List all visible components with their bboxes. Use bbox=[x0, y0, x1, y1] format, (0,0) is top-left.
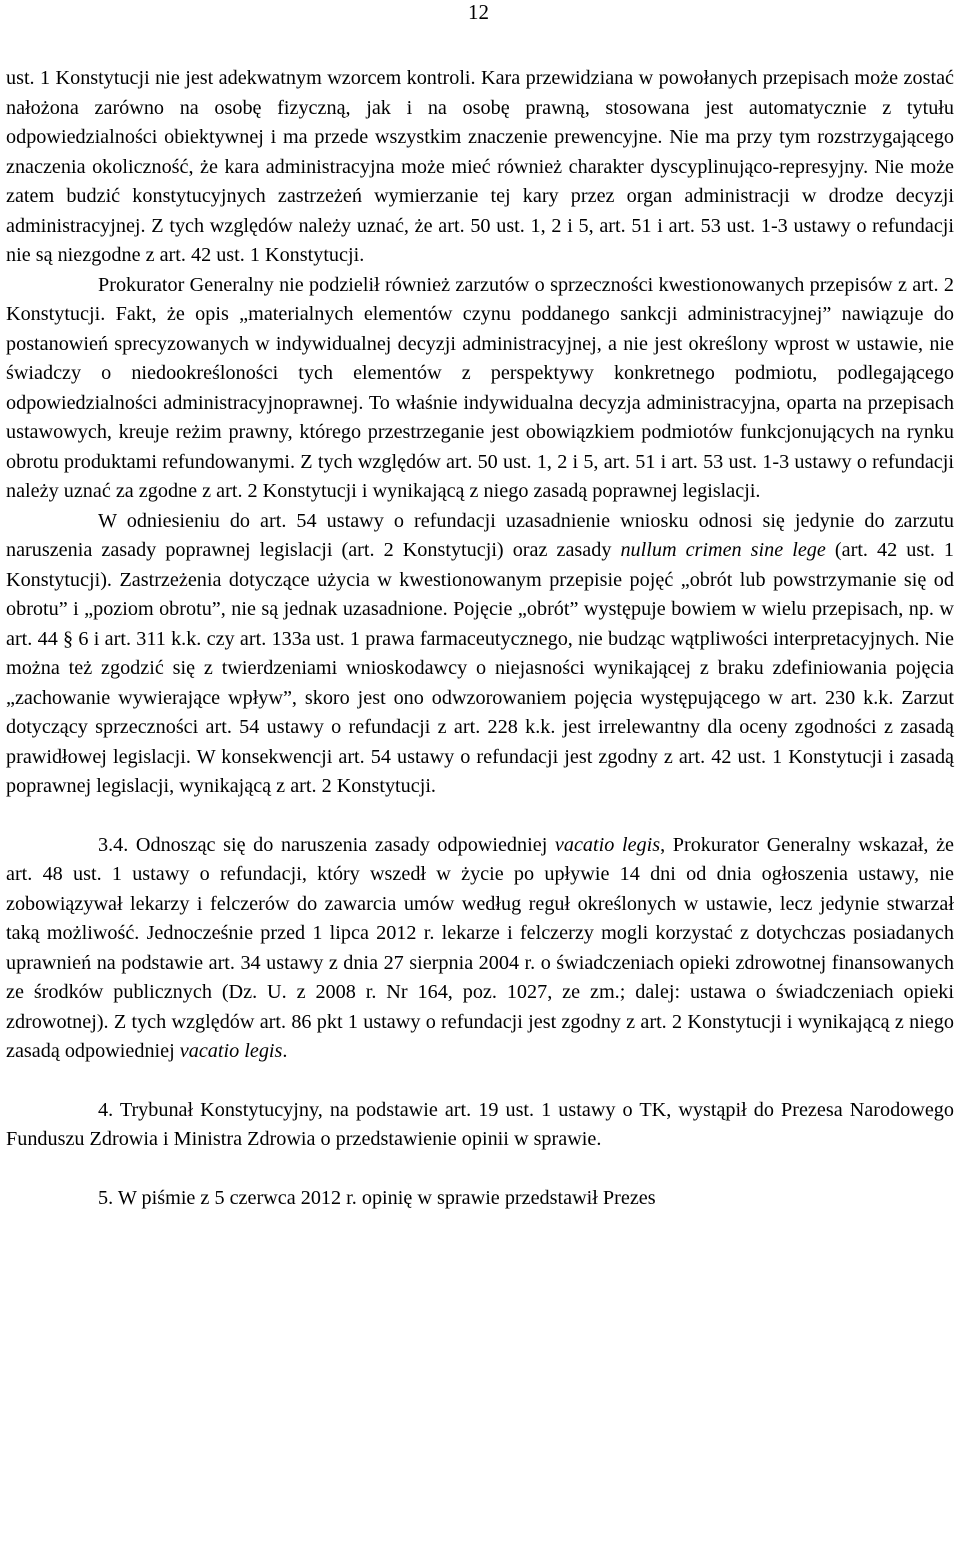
text-run: 5. W piśmie z 5 czerwca 2012 r. opinię w sprawie przedstawił Prezes bbox=[98, 1186, 656, 1209]
paragraph-section-4 bbox=[6, 1096, 954, 1155]
paragraph-art54 bbox=[6, 507, 954, 802]
latin-term: nullum crimen sine lege bbox=[620, 539, 826, 561]
text-run: , Prokurator Generalny wskazał, że art. 48 ust. 1 ustawy o refundacji, który wszedł w życie po upływie 14 dni od dnia ogłoszenia ustawy, nie zobowiązywał lekarzy i felczerów do zawarcia umów według reguł określonych w ustawie, lecz jedynie stwarzał taką możliwość. Jednocześnie przed 1 lipca 2012 r. lekarze i felczerzy mogli korzystać z dotychczas posiadanych uprawnień na podstawie art. 34 ustawy z dnia 27 sierpnia 2004 r. o świadczeniach opieki zdrowotnej finansowanych ze środków publicznych (Dz. U. z 2008 r. Nr 164, poz. 1027, ze zm.; dalej: ustawa o świadczeniach opieki zdrowotnej). Z tych względów art. 86 pkt 1 ustawy o refundacji jest zgodny z art. 2 Konstytucji i wynikającą z niego zasadą odpowiedniej bbox=[6, 833, 954, 1062]
text-run: W odniesieniu do art. 54 ustawy o refundacji uzasadnienie wniosku odnosi się jedynie do zarzutu naruszenia zasady poprawnej legislacji (art. 2 Konstytucji) oraz zasady bbox=[6, 509, 954, 561]
page-number: 12 bbox=[468, 0, 489, 24]
latin-term: vacatio legis bbox=[179, 1040, 283, 1062]
text-run: (art. 42 ust. 1 Konstytucji). Zastrzeżenia dotyczące użycia w kwestionowanym przepisie pojęć „obrót lub powstrzymanie się od obrotu” i „poziom obrotu”, nie są jednak uzasadnione. Pojęcie „obrót” występuje bowiem w wielu przepisach, np. w art. 44 § 6 i art. 311 k.k. czy art. 133a ust. 1 prawa farmaceutycznego, nie budząc wątpliwości interpretacyjnych. Nie można też zgodzić się z twierdzeniami wnioskodawcy o niejasności wynikającej z braku zdefiniowania pojęcia „zachowanie wywierające wpływ”, skoro jest ono odwzorowaniem pojęcia występującego w art. 230 k.k. Zarzut dotyczący sprzeczności art. 54 ustawy o refundacji z art. 228 k.k. jest irrelewantny dla oceny zgodności z zasadą prawidłowej legislacji. W konsekwencji art. 54 ustawy o refundacji jest zgodny z art. 42 ust. 1 Konstytucji i zasadą poprawnej legislacji, wynikającą z art. 2 Konstytucji. bbox=[6, 539, 954, 797]
paragraph-continuation bbox=[6, 64, 954, 271]
text-run: 3.4. Odnosząc się do naruszenia zasady odpowiedniej bbox=[98, 833, 555, 856]
latin-term: vacatio legis bbox=[554, 833, 661, 856]
document-body bbox=[6, 64, 954, 1213]
text-run: Prokurator Generalny nie podzielił również zarzutów o sprzeczności kwestionowanych przepisów z art. 2 Konstytucji. Fakt, że opis „materialnych elementów czynu poddanego sankcji administracyjnej” nawiązuje do postanowień sprecyzowanych w indywidualnej decyzji administracyjnej, a nie jest określony wprost w ustawie, nie świadczy o niedookreśloności tych elementów z perspektywy konkretnego podmiotu, podlegającego odpowiedzialności administracyjnoprawnej. To właśnie indywidualna decyzja administracyjna, oparta na przepisach ustawowych, kreuje reżim prawny, którego przestrzeganie jest obowiązkiem podmiotów funkcjonujących na rynku obrotu produktami refundowanymi. Z tych względów art. 50 ust. 1, 2 i 5, art. 51 i art. 53 ust. 1-3 ustawy o refundacji należy uznać za zgodne z art. 2 Konstytucji i wynikającą z niego zasadą poprawnej legislacji. bbox=[6, 273, 954, 502]
paragraph-section-5 bbox=[6, 1184, 954, 1214]
text-run: ust. 1 Konstytucji nie jest adekwatnym wzorcem kontroli. Kara przewidziana w powołanych przepisach może zostać nałożona zarówno na osobę fizyczną, jak i na osobę prawną, stosowana jest automatycznie z tytułu odpowiedzialności obiektywnej i ma przede wszystkim znaczenie prewencyjne. Nie ma przy tym rozstrzygającego znaczenia okoliczność, że kara administracyjna może mieć również charakter dyscyplinująco-represyjny. Nie może zatem budzić konstytucyjnych zastrzeżeń wymierzanie tej kary przez organ administracji w drodze decyzji administracyjnej. Z tych względów należy uznać, że art. 50 ust. 1, 2 i 5, art. 51 i art. 53 ust. 1-3 ustawy o refundacji nie są niezgodne z art. 42 ust. 1 Konstytucji. bbox=[6, 67, 954, 266]
paragraph-section-3-4 bbox=[6, 831, 954, 1067]
text-run: . bbox=[282, 1040, 288, 1062]
paragraph-prosecutor-art2 bbox=[6, 271, 954, 507]
text-run: 4. Trybunał Konstytucyjny, na podstawie art. 19 ust. 1 ustawy o TK, wystąpił do Prezesa Narodowego Funduszu Zdrowia i Ministra Zdrowia o przedstawienie opinii w sprawie. bbox=[6, 1098, 954, 1150]
